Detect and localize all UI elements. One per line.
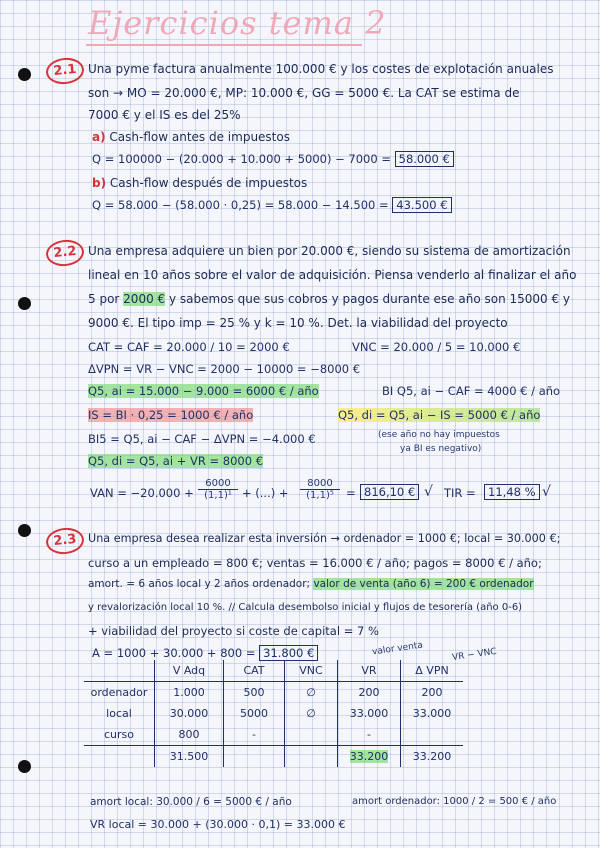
ex2-statement-line3 xyxy=(88,292,570,306)
ex1-statement-line3: 7000 € y el IS es del 25% xyxy=(88,108,241,122)
ex3-amort-local: amort local: 30.000 / 6 = 5000 € / año xyxy=(90,796,292,808)
ex2-van-start: VAN = −20.000 + xyxy=(90,486,194,500)
table-cell xyxy=(285,724,338,746)
table-cell: ∅ xyxy=(285,703,338,724)
ex2-statement-line4: 9000 €. El tipo imp = 25 % y k = 10 %. Det. la viabilidad del proyecto xyxy=(88,316,508,330)
table-cell: 33.000 xyxy=(338,703,401,724)
check-mark-icon: √ xyxy=(424,484,433,500)
table-header-cell: CAT xyxy=(224,660,285,682)
ex1-part-b-calc xyxy=(92,198,452,212)
ex2-tir-result: 11,48 % xyxy=(484,484,540,500)
table-cell: 31.500 xyxy=(155,746,224,768)
ex3-statement-line5: + viabilidad del proyecto si coste de capital = 7 % xyxy=(88,624,379,638)
ex2-van-equals: = xyxy=(346,486,356,500)
table-cell: 33.200 xyxy=(401,746,464,768)
ex1-statement-line2: son → MO = 20.000 €, MP: 10.000 €, GG = 5000 €. La CAT se estima de xyxy=(88,86,520,100)
table-header-cell: V Adq xyxy=(155,660,224,682)
ex3-summary-table xyxy=(84,660,463,767)
title-underline xyxy=(86,44,362,46)
ex3-statement-line1: Una empresa desea realizar esta inversión → ordenador = 1000 €; local = 30.000 €; xyxy=(88,532,561,545)
table-cell: 200 xyxy=(401,682,464,704)
table-cell: ∅ xyxy=(285,682,338,704)
ex2-tir-label: TIR = xyxy=(444,486,476,500)
table-cell: 5000 xyxy=(224,703,285,724)
table-cell xyxy=(401,724,464,746)
ex1-part-a-letter: a) xyxy=(92,130,106,144)
ex2-van-middle: + (...) + xyxy=(242,486,289,500)
ex2-line3-start: 5 por xyxy=(88,292,120,306)
ex1-part-a-text: Cash-flow antes de impuestos xyxy=(109,130,290,144)
ex2-q5-calc xyxy=(88,454,263,468)
table-total-vr: 33.200 xyxy=(349,750,389,763)
binder-hole xyxy=(18,524,31,537)
exercise-number-2-1: 2.1 xyxy=(45,56,86,86)
ex1-part-a-formula: Q = 100000 − (20.000 + 10.000 + 5000) − 7000 = xyxy=(92,152,391,166)
ex1-part-b-text: Cash-flow después de impuestos xyxy=(109,176,308,190)
table-row xyxy=(84,724,463,746)
table-header-cell: VNC xyxy=(285,660,338,682)
ex2-note-line2: ya BI es negativo) xyxy=(400,444,482,454)
table-cell xyxy=(338,746,401,768)
ex1-part-b-formula: Q = 58.000 − (58.000 · 0,25) = 58.000 − 14.500 = xyxy=(92,198,389,212)
ex2-van-numerator2: 8000 xyxy=(307,478,333,489)
table-cell: curso xyxy=(84,724,155,746)
binder-hole xyxy=(18,68,31,81)
ex3-annotation-vr-vnc: VR − VNC xyxy=(451,646,498,664)
exercise-number-2-3: 2.3 xyxy=(45,526,86,556)
exercise-number-2-2: 2.2 xyxy=(45,238,86,268)
table-cell: 200 xyxy=(338,682,401,704)
ex1-statement-line1: Una pyme factura anualmente 100.000 € y los costes de explotación anuales xyxy=(88,62,554,76)
ex2-van-denominator2: (1,1)⁵ xyxy=(300,489,340,501)
ex2-van-fraction2 xyxy=(300,478,340,501)
ex1-part-a-calc xyxy=(92,152,454,166)
ex3-a-result: 31.800 € xyxy=(259,645,318,661)
table-row xyxy=(84,703,463,724)
ex2-statement-line1: Una empresa adquiere un bien por 20.000 €, siendo su sistema de amortización xyxy=(88,244,571,258)
ex1-part-b xyxy=(92,176,307,190)
ex1-part-a-result: 58.000 € xyxy=(395,151,454,167)
ex2-q5-formula: Q5, di = Q5, ai + VR = 8000 € xyxy=(88,454,264,468)
table-header-row xyxy=(84,660,463,682)
check-mark-icon: √ xyxy=(542,484,551,500)
ex2-bi5-calc: BI5 = Q5, ai − CAF − ΔVPN = −4.000 € xyxy=(88,432,316,446)
ex1-part-a xyxy=(92,130,290,144)
ex2-cat-calc: CAT = CAF = 20.000 / 10 = 2000 € xyxy=(88,340,290,354)
table-cell: - xyxy=(338,724,401,746)
table-cell xyxy=(224,746,285,768)
ex3-annotation-valor-venta: valor venta xyxy=(371,640,424,658)
table-cell: 500 xyxy=(224,682,285,704)
ex3-line3-start: amort. = 6 años local y 2 años ordenador; xyxy=(88,578,311,590)
table-cell: local xyxy=(106,707,132,720)
table-cell: ordenador xyxy=(90,686,148,699)
table-cell xyxy=(285,746,338,768)
table-header-cell: VR xyxy=(338,660,401,682)
ex2-statement-line2: lineal en 10 años sobre el valor de adquisición. Piensa venderlo al finalizar el año xyxy=(88,268,577,282)
page-title: Ejercicios tema 2 xyxy=(88,4,387,42)
table-cell: - xyxy=(224,724,285,746)
ex2-qdi-calc: Q5, di = Q5, ai − IS = 5000 € / año xyxy=(338,408,541,422)
ex2-van-numerator1: 6000 xyxy=(205,478,231,489)
table-cell xyxy=(84,746,155,768)
table-header-cell xyxy=(84,660,155,682)
ex3-a-formula: A = 1000 + 30.000 + 800 = xyxy=(92,646,256,660)
ex2-sale-value-highlight: 2000 € xyxy=(123,292,166,306)
ex2-note-line1: (ese año no hay impuestos xyxy=(378,430,500,440)
ex2-bi-calc: BI Q5, ai − CAF = 4000 € / año xyxy=(382,384,561,398)
ex3-amort-ordenador: amort ordenador: 1000 / 2 = 500 € / año xyxy=(352,796,557,807)
table-cell: 1.000 xyxy=(155,682,224,704)
table-cell: 800 xyxy=(155,724,224,746)
ex2-vnc-calc: VNC = 20.000 / 5 = 10.000 € xyxy=(352,340,521,354)
table-row xyxy=(84,682,463,704)
table-header-cell: Δ VPN xyxy=(401,660,464,682)
ex2-dvpn-calc: ΔVPN = VR − VNC = 2000 − 10000 = −8000 € xyxy=(88,362,361,376)
ex2-line3-end: y sabemos que sus cobros y pagos durante ese año son 15000 € y xyxy=(169,292,571,306)
ex2-van-fraction1 xyxy=(198,478,238,501)
ex2-is-calc: IS = BI · 0,25 = 1000 € / año xyxy=(88,408,254,422)
ex2-van-denominator1: (1,1)¹ xyxy=(198,489,238,501)
table-cell: 30.000 xyxy=(155,703,224,724)
binder-hole xyxy=(18,297,31,310)
ex3-sale-value-highlight: valor de venta (año 6) = 200 € ordenador xyxy=(313,578,534,590)
ex2-van-result: 816,10 € xyxy=(360,484,419,500)
ex1-part-b-letter: b) xyxy=(92,176,107,190)
ex3-a-calc xyxy=(92,646,318,660)
table-total-row xyxy=(84,746,463,768)
ex1-part-b-result: 43.500 € xyxy=(392,197,451,213)
ex3-statement-line2: curso a un empleado = 800 €; ventas = 16.000 € / año; pagos = 8000 € / año; xyxy=(88,556,542,570)
ex2-qai-calc: Q5, ai = 15.000 − 9.000 = 6000 € / año xyxy=(88,384,319,398)
ex3-statement-line3 xyxy=(88,578,534,590)
ex3-statement-line4: y revalorización local 10 %. // Calcula desembolso inicial y flujos de tesorería (año 0-6) xyxy=(88,602,523,613)
table-cell: 33.000 xyxy=(401,703,464,724)
ex3-vr-local: VR local = 30.000 + (30.000 · 0,1) = 33.000 € xyxy=(90,818,346,831)
binder-hole xyxy=(18,760,31,773)
